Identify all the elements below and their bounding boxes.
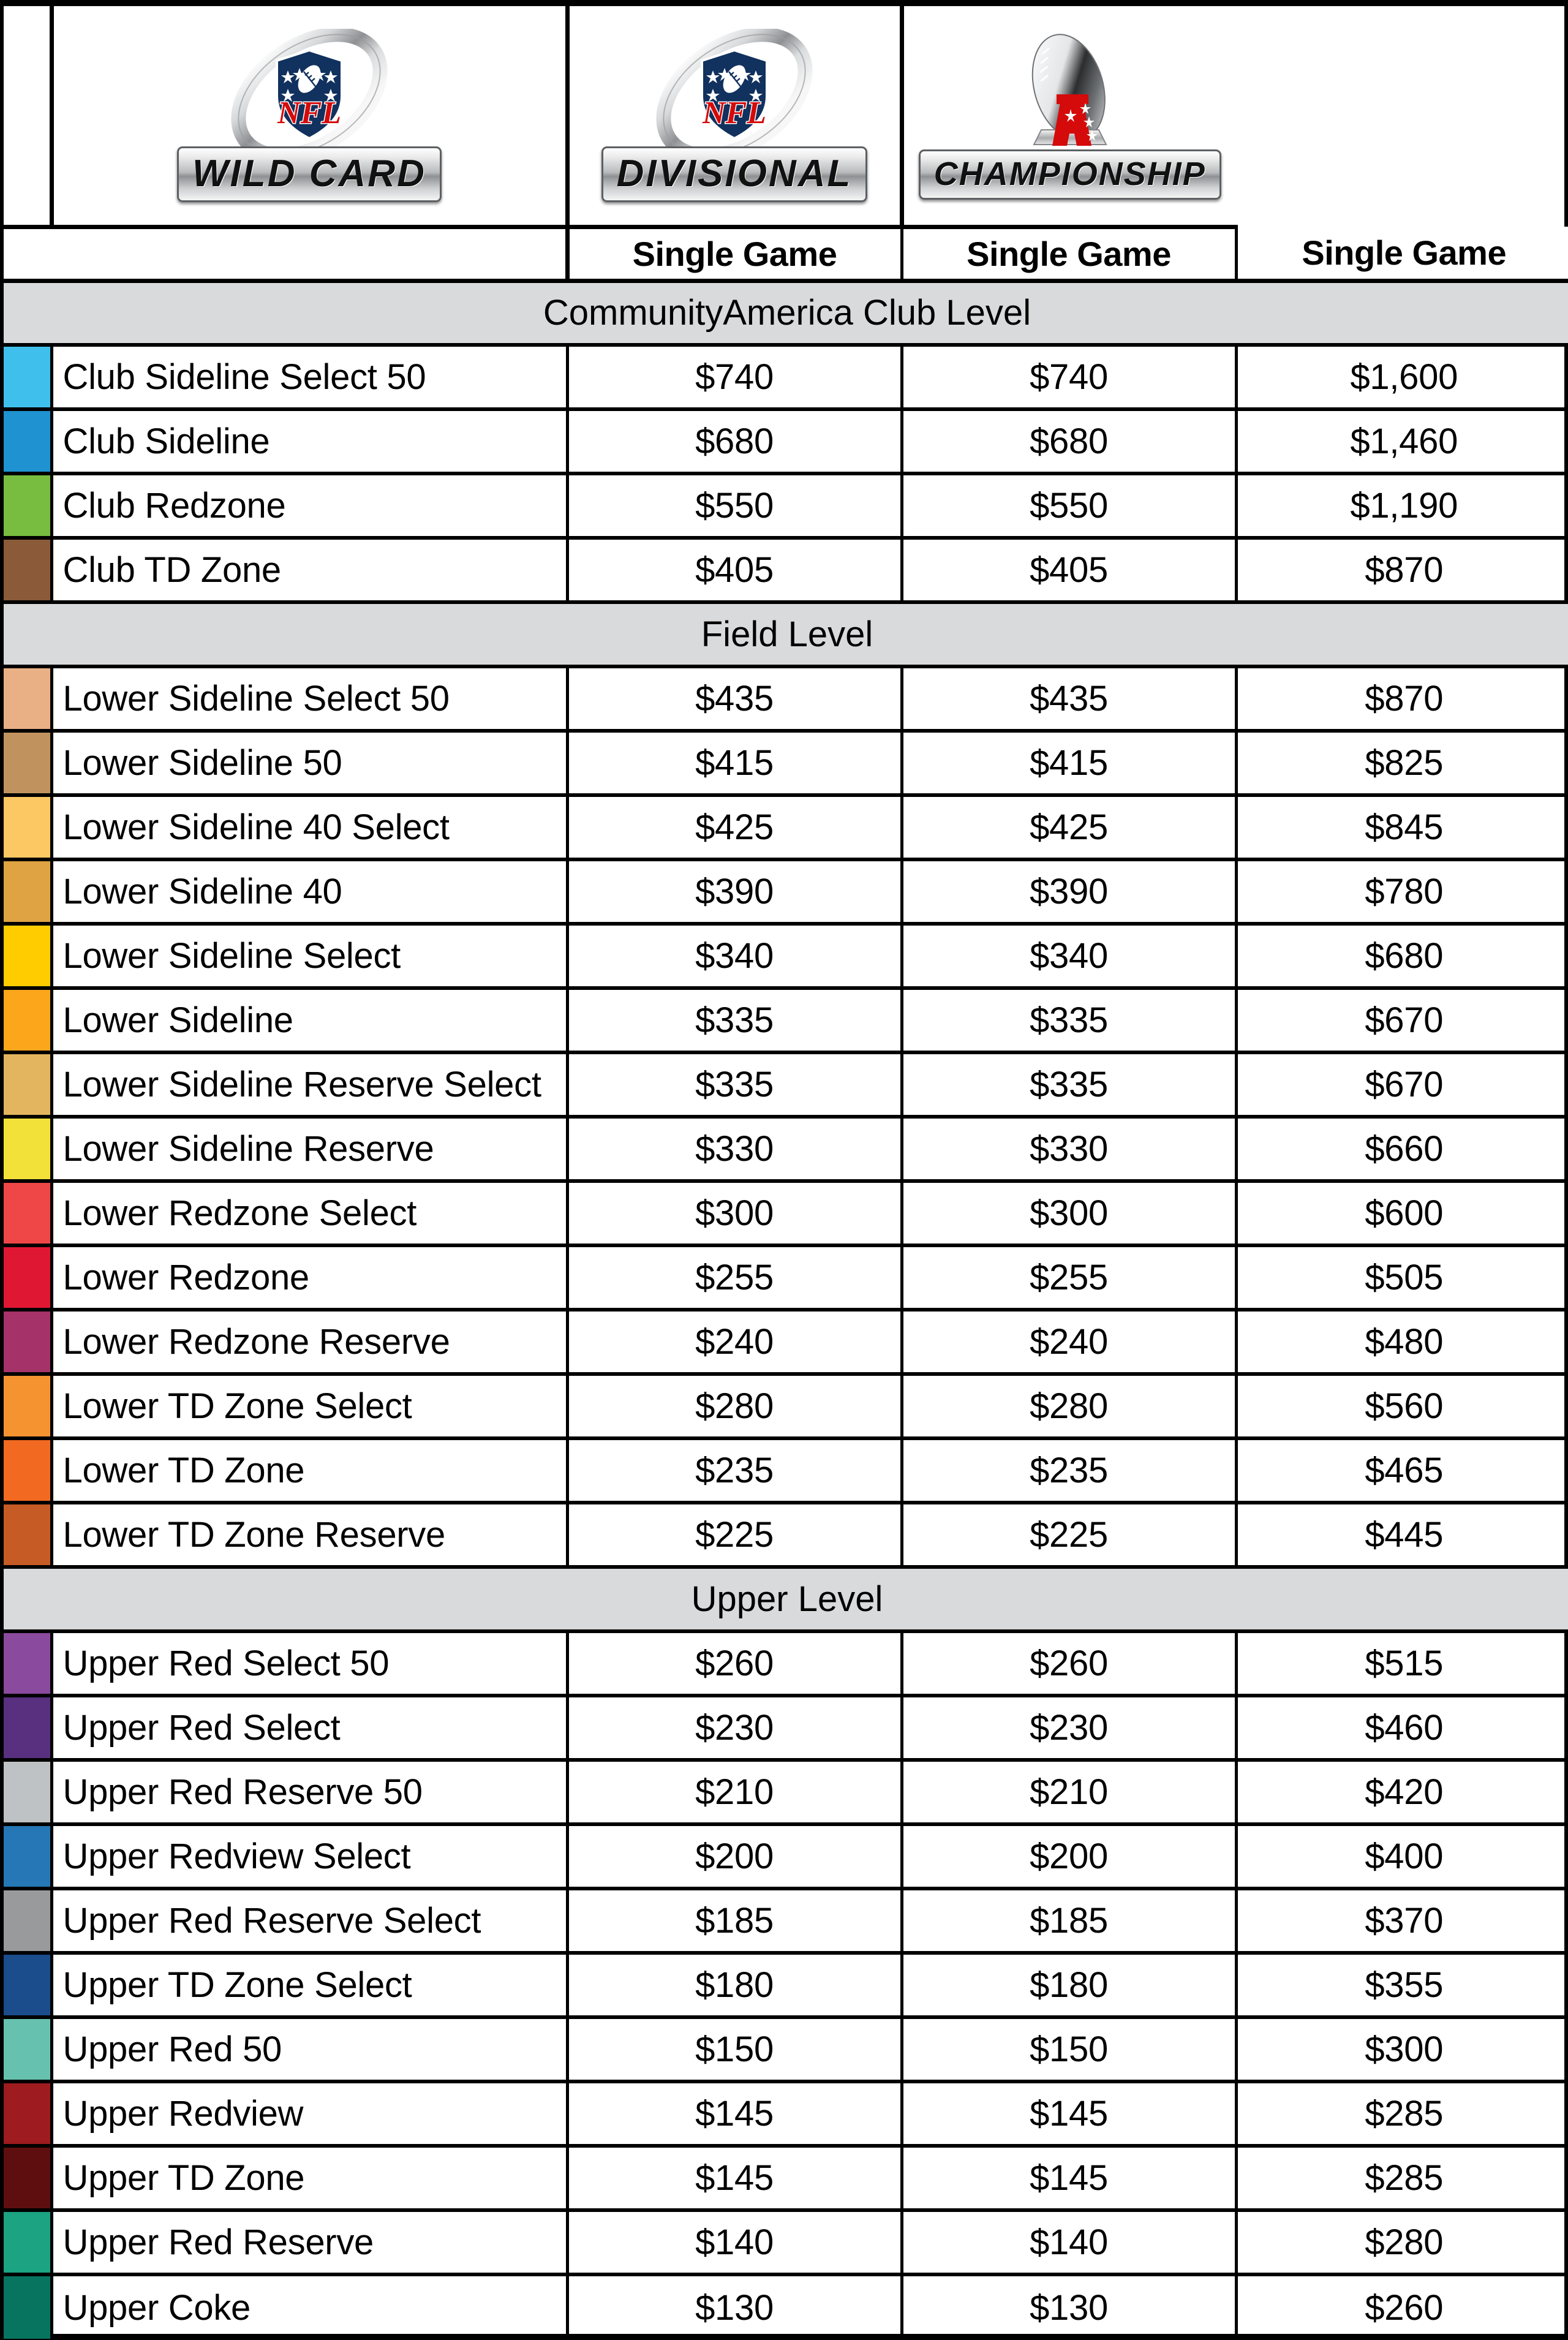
price-cell: $1,190 — [1236, 474, 1568, 538]
price-cell: $825 — [1236, 731, 1568, 795]
price-cell: $255 — [567, 1245, 902, 1310]
seat-color-swatch — [4, 731, 51, 795]
table-row — [4, 2081, 1568, 2146]
price-cell: $335 — [567, 1052, 902, 1117]
column-subheader: Single Game — [1236, 227, 1568, 281]
price-cell: $740 — [567, 345, 902, 409]
table-row — [4, 1052, 1568, 1117]
price-cell: $145 — [567, 2146, 902, 2210]
price-cell: $210 — [902, 1760, 1236, 1824]
table-row — [4, 1631, 1568, 1696]
seat-section-label: Lower TD Zone — [51, 1438, 567, 1503]
price-cell: $460 — [1236, 1696, 1568, 1760]
seat-section-label: Upper Red Reserve 50 — [51, 1760, 567, 1824]
seat-section-label: Upper Red Reserve Select — [51, 1889, 567, 1953]
table-row — [4, 1374, 1568, 1438]
playoff-pricing-table — [4, 6, 1568, 2339]
price-cell: $390 — [902, 859, 1236, 924]
seat-color-swatch — [4, 345, 51, 409]
seat-section-label: Lower Sideline Reserve Select — [51, 1052, 567, 1117]
price-cell: $335 — [567, 988, 902, 1052]
table-row — [4, 2210, 1568, 2274]
table-row — [4, 2017, 1568, 2081]
price-cell: $560 — [1236, 1374, 1568, 1438]
column-subheader: Single Game — [567, 227, 902, 281]
price-cell: $285 — [1236, 2146, 1568, 2210]
table-row — [4, 1889, 1568, 1953]
table-row — [4, 1438, 1568, 1503]
price-cell: $150 — [567, 2017, 902, 2081]
table-row — [4, 1824, 1568, 1889]
price-cell: $260 — [1365, 2287, 1444, 2328]
table-row — [4, 1310, 1568, 1374]
price-cell: $435 — [567, 666, 902, 731]
seat-color-swatch — [4, 795, 51, 859]
price-cell: $225 — [567, 1503, 902, 1567]
price-cell: $330 — [902, 1117, 1236, 1181]
section-header-row — [4, 602, 1568, 666]
table-row — [4, 2146, 1568, 2210]
nfl-divisional-logo — [567, 6, 902, 227]
section-title: Field Level — [4, 602, 1568, 666]
seat-color-swatch — [4, 409, 51, 474]
price-cell: $140 — [567, 2210, 902, 2274]
seat-section-label: Upper Red Reserve — [51, 2210, 567, 2274]
price-cell: $1,600 — [1236, 345, 1568, 409]
nfl-shield-icon — [702, 50, 767, 138]
price-cell: $230 — [902, 1696, 1236, 1760]
price-cell: $845 — [1236, 795, 1568, 859]
price-cell: $340 — [567, 924, 902, 988]
price-cell: $600 — [1236, 1181, 1568, 1245]
price-cell: $680 — [1236, 924, 1568, 988]
price-cell: $780 — [1236, 859, 1568, 924]
seat-color-swatch — [4, 1696, 51, 1760]
price-cell: $260 — [902, 1631, 1236, 1696]
price-cell: $145 — [567, 2081, 902, 2146]
table-row — [4, 795, 1568, 859]
logo-badge-text: CHAMPIONSHIP — [933, 156, 1206, 193]
price-cell: $415 — [902, 731, 1236, 795]
price-cell: $330 — [567, 1117, 902, 1181]
price-cell: $185 — [567, 1889, 902, 1953]
seat-color-swatch — [4, 1052, 51, 1117]
table-row — [4, 988, 1568, 1052]
table-row — [4, 666, 1568, 731]
seat-color-swatch — [4, 2146, 51, 2210]
table-row — [4, 1245, 1568, 1310]
seat-color-swatch — [4, 1374, 51, 1438]
nfl-wild-card-logo — [51, 6, 567, 227]
logo-badge-text: DIVISIONAL — [616, 152, 853, 195]
price-cell: $480 — [1236, 1310, 1568, 1374]
table-row — [4, 1117, 1568, 1181]
seat-color-swatch — [4, 1310, 51, 1374]
price-cell: $300 — [1236, 2017, 1568, 2081]
price-cell: $400 — [1236, 1824, 1568, 1889]
afc-championship-logo — [902, 6, 1236, 227]
nfl-shield-icon — [277, 50, 342, 138]
seat-color-swatch — [4, 2210, 51, 2274]
price-cell: $415 — [567, 731, 902, 795]
seat-section-label: Lower TD Zone Select — [51, 1374, 567, 1438]
seat-section-label: Lower Redzone Select — [51, 1181, 567, 1245]
seat-color-swatch — [4, 1824, 51, 1889]
seat-section-label: Club Sideline Select 50 — [51, 345, 567, 409]
table-row — [4, 474, 1568, 538]
seat-color-swatch — [4, 2081, 51, 2146]
subheader-row — [4, 227, 1568, 281]
price-cell: $405 — [902, 538, 1236, 602]
price-cell: $140 — [902, 2210, 1236, 2274]
logo-badge-bar — [601, 146, 868, 202]
price-cell: $235 — [567, 1438, 902, 1503]
seat-color-swatch — [4, 1117, 51, 1181]
seat-section-label: Upper Coke — [51, 2274, 567, 2339]
price-cell: $420 — [1236, 1760, 1568, 1824]
seat-color-swatch — [4, 988, 51, 1052]
section-header-row — [4, 1567, 1568, 1631]
price-cell: $550 — [902, 474, 1236, 538]
price-cell: $465 — [1236, 1438, 1568, 1503]
price-cell: $405 — [567, 538, 902, 602]
seat-color-swatch — [4, 1631, 51, 1696]
price-cell: $180 — [902, 1953, 1236, 2017]
seat-color-swatch — [4, 2274, 51, 2339]
price-cell: $660 — [1236, 1117, 1568, 1181]
seat-section-label: Lower Sideline Select — [51, 924, 567, 988]
svg-text:NFL: NFL — [703, 95, 766, 130]
seat-section-label: Lower Sideline Select 50 — [51, 666, 567, 731]
price-cell: $515 — [1236, 1631, 1568, 1696]
price-cell: $425 — [902, 795, 1236, 859]
section-title: CommunityAmerica Club Level — [4, 281, 1568, 345]
table-row — [4, 1760, 1568, 1824]
price-cell: $355 — [1236, 1953, 1568, 2017]
seat-section-label: Lower Sideline 50 — [51, 731, 567, 795]
seat-color-swatch — [4, 1889, 51, 1953]
price-cell: $680 — [567, 409, 902, 474]
seat-section-label: Upper Red 50 — [51, 2017, 567, 2081]
price-cell: $200 — [567, 1824, 902, 1889]
price-cell: $550 — [567, 474, 902, 538]
seat-color-swatch — [4, 1953, 51, 2017]
seat-color-swatch — [4, 1760, 51, 1824]
price-cell: $505 — [1236, 1245, 1568, 1310]
section-header-row — [4, 281, 1568, 345]
seat-section-label: Lower Sideline Reserve — [51, 1117, 567, 1181]
table-row — [4, 924, 1568, 988]
price-cell: $225 — [902, 1503, 1236, 1567]
price-cell: $680 — [902, 409, 1236, 474]
price-cell: $280 — [1236, 2210, 1568, 2274]
price-cell: $145 — [902, 2081, 1236, 2146]
seat-color-swatch — [4, 924, 51, 988]
logo-header-row — [4, 6, 1568, 227]
price-cell: $435 — [902, 666, 1236, 731]
seat-color-swatch — [4, 1438, 51, 1503]
price-cell: $870 — [1236, 666, 1568, 731]
price-cell: $255 — [902, 1245, 1236, 1310]
price-cell: $670 — [1236, 988, 1568, 1052]
subheader-blank — [4, 227, 567, 281]
price-cell: $670 — [1236, 1052, 1568, 1117]
seat-color-swatch — [4, 1181, 51, 1245]
price-cell: $145 — [902, 2146, 1236, 2210]
logo-badge-text: WILD CARD — [192, 152, 426, 195]
seat-section-label: Upper Redview Select — [51, 1824, 567, 1889]
price-cell: $335 — [902, 988, 1236, 1052]
price-cell: $280 — [567, 1374, 902, 1438]
price-cell: $130 — [567, 2274, 902, 2339]
price-cell: $300 — [567, 1181, 902, 1245]
price-cell: $425 — [567, 795, 902, 859]
price-cell: $340 — [902, 924, 1236, 988]
seat-section-label: Club Sideline — [51, 409, 567, 474]
seat-color-swatch — [4, 1503, 51, 1567]
price-cell: $370 — [1236, 1889, 1568, 1953]
table-row — [4, 345, 1568, 409]
seat-section-label: Lower Redzone Reserve — [51, 1310, 567, 1374]
price-cell: $210 — [567, 1760, 902, 1824]
seat-color-swatch — [4, 538, 51, 602]
seat-color-swatch — [4, 2017, 51, 2081]
column-subheader: Single Game — [902, 227, 1236, 281]
table-row — [4, 538, 1568, 602]
price-cell: $200 — [902, 1824, 1236, 1889]
price-cell: $240 — [567, 1310, 902, 1374]
seat-section-label: Club TD Zone — [51, 538, 567, 602]
seat-color-swatch — [4, 666, 51, 731]
price-cell: $300 — [902, 1181, 1236, 1245]
seat-color-swatch — [4, 1245, 51, 1310]
seat-section-label: Lower Sideline — [51, 988, 567, 1052]
price-cell: $285 — [1236, 2081, 1568, 2146]
table-row — [4, 1696, 1568, 1760]
seat-section-label: Upper TD Zone Select — [51, 1953, 567, 2017]
price-cell: $240 — [902, 1310, 1236, 1374]
seat-section-label: Lower Sideline 40 Select — [51, 795, 567, 859]
svg-text:NFL: NFL — [277, 95, 341, 130]
seat-color-swatch — [4, 859, 51, 924]
price-cell: $150 — [902, 2017, 1236, 2081]
price-cell: $390 — [567, 859, 902, 924]
price-cell: $280 — [902, 1374, 1236, 1438]
seat-section-label: Upper Redview — [51, 2081, 567, 2146]
seat-section-label: Lower Redzone — [51, 1245, 567, 1310]
table-row — [4, 731, 1568, 795]
price-cell: $1,460 — [1236, 409, 1568, 474]
seat-section-label: Club Redzone — [51, 474, 567, 538]
price-cell: $130 — [902, 2274, 1236, 2339]
price-cell: $185 — [902, 1889, 1236, 1953]
price-cell: $445 — [1236, 1503, 1568, 1567]
price-cell: $235 — [902, 1438, 1236, 1503]
seat-color-swatch — [4, 474, 51, 538]
seat-section-label: Upper Red Select 50 — [51, 1631, 567, 1696]
section-title: Upper Level — [4, 1567, 1568, 1631]
price-cell: $870 — [1236, 538, 1568, 602]
seat-section-label: Upper TD Zone — [51, 2146, 567, 2210]
logo-badge-bar — [177, 146, 442, 202]
table-row — [4, 859, 1568, 924]
seat-section-label: Lower TD Zone Reserve — [51, 1503, 567, 1567]
table-row — [4, 1953, 1568, 2017]
seat-section-label: Upper Red Select — [51, 1696, 567, 1760]
logo-badge-bar — [919, 149, 1221, 200]
price-cell: $335 — [902, 1052, 1236, 1117]
table-row — [4, 1181, 1568, 1245]
price-cell: $740 — [902, 345, 1236, 409]
price-cell: $260 — [567, 1631, 902, 1696]
price-cell: $180 — [567, 1953, 902, 2017]
price-cell: $230 — [567, 1696, 902, 1760]
table-row — [4, 1503, 1568, 1567]
seat-section-label: Lower Sideline 40 — [51, 859, 567, 924]
table-row — [4, 409, 1568, 474]
table-row — [4, 2274, 1568, 2339]
header-corner-blank — [4, 6, 51, 227]
